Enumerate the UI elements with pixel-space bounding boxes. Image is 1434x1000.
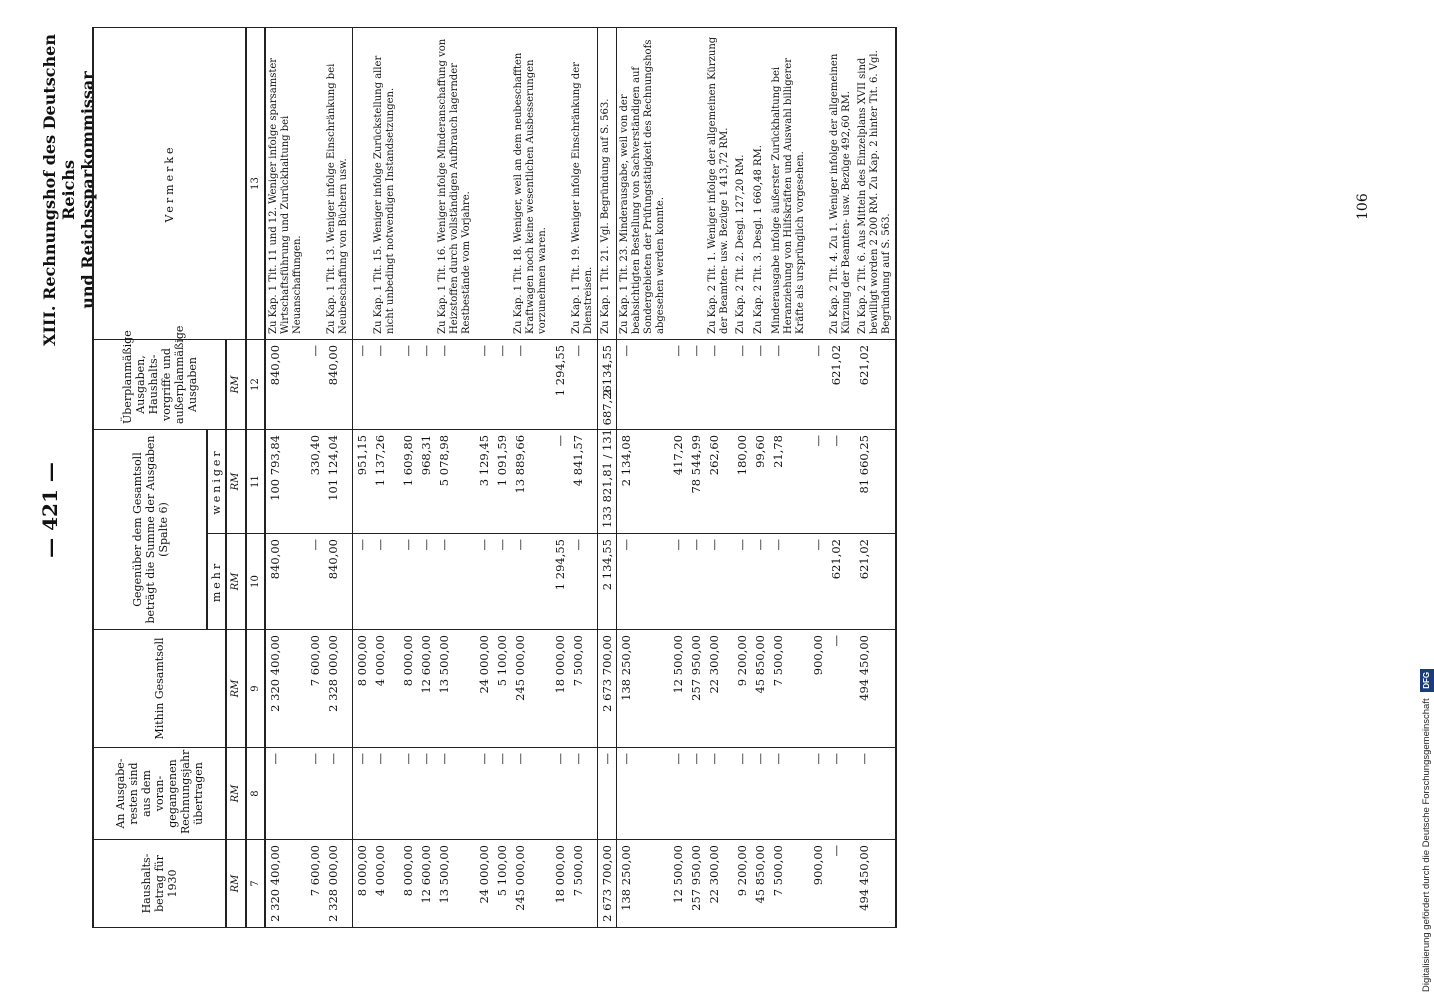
- amount-cell-c7: 22 300,00: [705, 840, 733, 928]
- amount-cell-c7: 138 250,00: [617, 840, 670, 928]
- unit-label: RM: [226, 748, 246, 840]
- remark-cell: Zu Kap. 1 Tit. 19. Weniger infolge Einschränkung der Dienstreisen.: [569, 27, 598, 339]
- amount-cell-c8: —: [306, 748, 324, 840]
- amount-cell-c10: —: [493, 534, 511, 630]
- amount-cell-c8: —: [265, 748, 306, 840]
- amount-cell-c8: —: [769, 748, 809, 840]
- remark-cell: [306, 27, 324, 339]
- table-row: [617, 27, 670, 927]
- amount-cell-c9: 4 000,00: [371, 630, 399, 748]
- remark-cell: Minderausgabe infolge äußerster Zurückhaltung bei Heranziehung von Hilfskräften und Auswahl billigerer Kräfte als ursprünglich vorgesehen.: [769, 27, 809, 339]
- amount-cell-c7: 494 450,00: [855, 840, 896, 928]
- column-number: 10: [246, 534, 265, 630]
- amount-cell-c8: —: [399, 748, 417, 840]
- remark-cell: Zu Kap. 1 Tit. 18. Weniger, weil an dem neubeschafften Kraftwagen noch keine wesentlichen Ausbesserungen vorzunehmen waren.: [511, 27, 551, 339]
- amount-cell-c9: 7 600,00: [306, 630, 324, 748]
- remark-cell: [475, 27, 493, 339]
- table-row: [733, 27, 751, 927]
- remark-cell: [669, 27, 687, 339]
- amount-cell-c9: 900,00: [809, 630, 827, 748]
- amount-cell-c10: 1 294,55: [551, 534, 569, 630]
- amount-cell-c10: —: [511, 534, 551, 630]
- page-reference: 106: [1355, 193, 1371, 220]
- amount-cell-c11: 951,15: [353, 429, 372, 533]
- amount-cell-c12: —: [399, 339, 417, 429]
- amount-cell-c10: —: [687, 534, 705, 630]
- table-row: [751, 27, 769, 927]
- amount-cell-c8: —: [511, 748, 551, 840]
- amount-cell-c9: 8 000,00: [399, 630, 417, 748]
- amount-cell-c7: 7 500,00: [769, 840, 809, 928]
- amount-cell-c12: —: [475, 339, 493, 429]
- amount-cell-c7: 12 600,00: [417, 840, 435, 928]
- remark-cell: [687, 27, 705, 339]
- amount-cell-c12: —: [417, 339, 435, 429]
- amount-cell-c10: —: [769, 534, 809, 630]
- amount-cell-c11: 99,60: [751, 429, 769, 533]
- amount-cell-c11: 5 078,98: [435, 429, 475, 533]
- amount-cell-c10: —: [751, 534, 769, 630]
- amount-cell-c8: —: [475, 748, 493, 840]
- budget-table: [92, 27, 897, 928]
- remark-cell: [353, 27, 372, 339]
- amount-cell-c10: —: [306, 534, 324, 630]
- amount-cell-c11: 101 124,04: [324, 429, 353, 533]
- header-gesamtsoll: Mithin Gesamtsoll: [93, 630, 226, 748]
- amount-cell-c9: 2 320 400,00: [265, 630, 306, 748]
- amount-cell-c12: —: [769, 339, 809, 429]
- column-number: 8: [246, 748, 265, 840]
- remark-cell: [809, 27, 827, 339]
- amount-cell-c7: 245 000,00: [511, 840, 551, 928]
- amount-cell-c7: 8 000,00: [399, 840, 417, 928]
- amount-cell-c9: 245 000,00: [511, 630, 551, 748]
- amount-cell-c7: 7 500,00: [569, 840, 598, 928]
- amount-cell-c9: 138 250,00: [617, 630, 670, 748]
- amount-cell-c9: 2 673 700,00: [598, 630, 617, 748]
- table-row: [493, 27, 511, 927]
- amount-cell-c11: —: [809, 429, 827, 533]
- amount-cell-c10: —: [475, 534, 493, 630]
- amount-cell-c11: —: [551, 429, 569, 533]
- amount-cell-c7: 18 000,00: [551, 840, 569, 928]
- header-vermerke: Vermerke: [93, 27, 246, 339]
- table-row: [265, 27, 306, 927]
- table-row: [669, 27, 687, 927]
- remark-cell: Zu Kap. 2 Tit. 3. Desgl. 1 660,48 RM.: [751, 27, 769, 339]
- amount-cell-c12: —: [569, 339, 598, 429]
- amount-cell-c11: —: [827, 429, 855, 533]
- amount-cell-c9: 12 500,00: [669, 630, 687, 748]
- amount-cell-c10: —: [417, 534, 435, 630]
- amount-cell-c7: 24 000,00: [475, 840, 493, 928]
- amount-cell-c8: —: [809, 748, 827, 840]
- header-ueberplanmaessig: Überplanmäßige Ausgaben, Haushalts-vorgriffe und außerplanmäßige Ausgaben: [93, 339, 226, 429]
- page-title-line-2: und Reichssparkommissar: [78, 71, 97, 309]
- remark-cell: [399, 27, 417, 339]
- amount-cell-c12: 1 294,55: [551, 339, 569, 429]
- table-row: [306, 27, 324, 927]
- amount-cell-c11: 81 660,25: [855, 429, 896, 533]
- digitization-strip: [1418, 8, 1432, 992]
- amount-cell-c10: —: [435, 534, 475, 630]
- amount-cell-c10: —: [617, 534, 670, 630]
- amount-cell-c9: 9 200,00: [733, 630, 751, 748]
- amount-cell-c7: 2 328 000,00: [324, 840, 353, 928]
- amount-cell-c9: 257 950,00: [687, 630, 705, 748]
- amount-cell-c9: 7 500,00: [569, 630, 598, 748]
- table-row: [705, 27, 733, 927]
- amount-cell-c8: —: [324, 748, 353, 840]
- amount-cell-c7: 7 600,00: [306, 840, 324, 928]
- amount-cell-c11: 100 793,84: [265, 429, 306, 533]
- amount-cell-c12: —: [493, 339, 511, 429]
- amount-cell-c10: 840,00: [324, 534, 353, 630]
- unit-label: RM: [226, 630, 246, 748]
- table-row: [827, 27, 855, 927]
- amount-cell-c10: —: [809, 534, 827, 630]
- amount-cell-c9: —: [827, 630, 855, 748]
- amount-cell-c7: 4 000,00: [371, 840, 399, 928]
- amount-cell-c9: 24 000,00: [475, 630, 493, 748]
- amount-cell-c12: 2 134,55: [598, 339, 617, 429]
- amount-cell-c12: 621,02: [855, 339, 896, 429]
- amount-cell-c7: 2 320 400,00: [265, 840, 306, 928]
- amount-cell-c12: —: [371, 339, 399, 429]
- amount-cell-c8: —: [371, 748, 399, 840]
- amount-cell-c9: 2 328 000,00: [324, 630, 353, 748]
- amount-cell-c11: 1 091,59: [493, 429, 511, 533]
- column-number: 9: [246, 630, 265, 748]
- unit-label: RM: [226, 534, 246, 630]
- dfg-logo-icon: DFG: [1420, 669, 1434, 692]
- amount-cell-c10: 2 134,55: [598, 534, 617, 630]
- amount-cell-c8: —: [493, 748, 511, 840]
- amount-cell-c11: 330,40: [306, 429, 324, 533]
- amount-cell-c10: 840,00: [265, 534, 306, 630]
- amount-cell-c12: 621,02: [827, 339, 855, 429]
- table-row: [399, 27, 417, 927]
- amount-cell-c12: —: [435, 339, 475, 429]
- amount-cell-c11: 3 129,45: [475, 429, 493, 533]
- amount-cell-c8: —: [827, 748, 855, 840]
- amount-cell-c11: 13 889,66: [511, 429, 551, 533]
- amount-cell-c12: —: [733, 339, 751, 429]
- amount-cell-c10: —: [733, 534, 751, 630]
- remark-cell: [417, 27, 435, 339]
- amount-cell-c11: 78 544,99: [687, 429, 705, 533]
- amount-cell-c12: —: [669, 339, 687, 429]
- table-row: [769, 27, 809, 927]
- remark-cell: Zu Kap. 2 Tit. 4. Zu 1. Weniger infolge der allgemeinen Kürzung der Beamten- usw. Bezüge 492,60 RM.: [827, 27, 855, 339]
- amount-cell-c9: 22 300,00: [705, 630, 733, 748]
- amount-cell-c7: 257 950,00: [687, 840, 705, 928]
- remark-cell: Zu Kap. 1 Tit. 15. Weniger infolge Zurückstellung aller nicht unbedingt notwendigen Instandsetzungen.: [371, 27, 399, 339]
- table-row: [371, 27, 399, 927]
- table-row: [551, 27, 569, 927]
- amount-cell-c9: 12 600,00: [417, 630, 435, 748]
- column-number: 7: [246, 840, 265, 928]
- amount-cell-c8: —: [569, 748, 598, 840]
- table-row: [809, 27, 827, 927]
- amount-cell-c8: —: [705, 748, 733, 840]
- amount-cell-c12: 840,00: [324, 339, 353, 429]
- table-row: [324, 27, 353, 927]
- table-row: [511, 27, 551, 927]
- amount-cell-c12: —: [809, 339, 827, 429]
- amount-cell-c7: 12 500,00: [669, 840, 687, 928]
- digitization-note: [1420, 8, 1434, 992]
- amount-cell-c12: —: [617, 339, 670, 429]
- unit-label: RM: [226, 429, 246, 533]
- amount-cell-c11: 4 841,57: [569, 429, 598, 533]
- page-number: — 421 —: [38, 462, 62, 558]
- amount-cell-c11: 21,78: [769, 429, 809, 533]
- amount-cell-c10: 621,02: [855, 534, 896, 630]
- remark-cell: Zu Kap. 2 Tit. 1. Weniger infolge der allgemeinen Kürzung der Beamten- usw. Bezüge 1 413,72 RM.: [705, 27, 733, 339]
- amount-cell-c11: 180,00: [733, 429, 751, 533]
- table-row: [435, 27, 475, 927]
- amount-cell-c7: 13 500,00: [435, 840, 475, 928]
- amount-cell-c12: —: [511, 339, 551, 429]
- amount-cell-c12: —: [306, 339, 324, 429]
- amount-cell-c8: —: [617, 748, 670, 840]
- amount-cell-c7: 8 000,00: [353, 840, 372, 928]
- amount-cell-c9: 8 000,00: [353, 630, 372, 748]
- remark-cell: Zu Kap. 1 Tit. 21. Vgl. Begründung auf S. 563.: [598, 27, 617, 339]
- page-title-line-1: XIII. Rechnungshof des Deutschen Reichs: [40, 34, 78, 346]
- amount-cell-c11: 968,31: [417, 429, 435, 533]
- amount-cell-c7: 2 673 700,00: [598, 840, 617, 928]
- amount-cell-c8: —: [435, 748, 475, 840]
- amount-cell-c10: —: [399, 534, 417, 630]
- amount-cell-c11: 133 821,81 / 131 687,26: [598, 429, 617, 533]
- unit-label: RM: [226, 339, 246, 429]
- amount-cell-c12: —: [751, 339, 769, 429]
- amount-cell-c10: 621,02: [827, 534, 855, 630]
- table-row: [475, 27, 493, 927]
- amount-cell-c12: 840,00: [265, 339, 306, 429]
- amount-cell-c10: —: [705, 534, 733, 630]
- amount-cell-c10: —: [353, 534, 372, 630]
- amount-cell-c11: 417,20: [669, 429, 687, 533]
- remark-cell: Zu Kap. 1 Tit. 11 und 12. Weniger infolge sparsamster Wirtschaftsführung und Zurückhaltung bei Neuanschaffungen.: [265, 27, 306, 339]
- amount-cell-c8: —: [687, 748, 705, 840]
- amount-cell-c9: 7 500,00: [769, 630, 809, 748]
- header-haushaltsbetrag: Haushalts-betrag für 1930: [93, 840, 226, 928]
- amount-cell-c8: —: [855, 748, 896, 840]
- amount-cell-c10: —: [669, 534, 687, 630]
- table-row: [855, 27, 896, 927]
- header-gegenueber-gesamtsoll: Gegenüber dem Gesamtsoll beträgt die Summe der Ausgaben (Spalte 6): [93, 429, 207, 629]
- amount-cell-c8: —: [551, 748, 569, 840]
- table-row: [417, 27, 435, 927]
- amount-cell-c11: 2 134,08: [617, 429, 670, 533]
- header-weniger: weniger: [207, 429, 226, 533]
- amount-cell-c9: 5 100,00: [493, 630, 511, 748]
- amount-cell-c8: —: [353, 748, 372, 840]
- column-number: 12: [246, 339, 265, 429]
- table-row: [687, 27, 705, 927]
- digitization-note-text: Digitalisierung gefördert durch die Deutsche Forschungsgemeinschaft: [1421, 698, 1432, 992]
- header-ausgabereste: An Ausgabe-resten sind aus dem voran-gegangenen Rechnungsjahr übertragen: [93, 748, 226, 840]
- remark-cell: Zu Kap. 1 Tit. 13. Weniger infolge Einschränkung bei Neubeschaffung von Büchern usw.: [324, 27, 353, 339]
- amount-cell-c8: —: [733, 748, 751, 840]
- table-row: [353, 27, 372, 927]
- amount-cell-c11: 1 609,80: [399, 429, 417, 533]
- amount-cell-c9: 18 000,00: [551, 630, 569, 748]
- amount-cell-c8: —: [751, 748, 769, 840]
- amount-cell-c12: —: [705, 339, 733, 429]
- amount-cell-c9: 45 850,00: [751, 630, 769, 748]
- amount-cell-c9: 13 500,00: [435, 630, 475, 748]
- amount-cell-c7: 900,00: [809, 840, 827, 928]
- unit-label: RM: [226, 840, 246, 928]
- remark-cell: Zu Kap. 2 Tit. 6. Aus Mitteln des Einzelplans XVII sind bewilligt worden 2 200 RM. Zu Kap. 2 hinter Tit. 6. Vgl. Begründung auf S. 563.: [855, 27, 896, 339]
- amount-cell-c8: —: [598, 748, 617, 840]
- column-number: 13: [246, 27, 265, 339]
- amount-cell-c7: —: [827, 840, 855, 928]
- amount-cell-c11: 262,60: [705, 429, 733, 533]
- amount-cell-c12: —: [353, 339, 372, 429]
- header-mehr: mehr: [207, 534, 226, 630]
- amount-cell-c7: 45 850,00: [751, 840, 769, 928]
- remark-cell: [551, 27, 569, 339]
- amount-cell-c7: 9 200,00: [733, 840, 751, 928]
- table-row: [569, 27, 598, 927]
- remark-cell: Zu Kap. 1 Tit. 16. Weniger infolge Minderanschaffung von Heizstoffen durch vollständigen Aufbrauch lagernder Restbestände vom Vorjahre.: [435, 27, 475, 339]
- column-number: 11: [246, 429, 265, 533]
- amount-cell-c10: —: [371, 534, 399, 630]
- amount-cell-c7: 5 100,00: [493, 840, 511, 928]
- amount-cell-c11: 1 137,26: [371, 429, 399, 533]
- table-body: [265, 27, 896, 927]
- amount-cell-c10: —: [569, 534, 598, 630]
- amount-cell-c9: 494 450,00: [855, 630, 896, 748]
- remark-cell: Zu Kap. 2 Tit. 2. Desgl. 127,20 RM.: [733, 27, 751, 339]
- remark-cell: [493, 27, 511, 339]
- table-row: [598, 27, 617, 927]
- amount-cell-c8: —: [417, 748, 435, 840]
- amount-cell-c12: —: [687, 339, 705, 429]
- page-title: [40, 20, 97, 360]
- remark-cell: Zu Kap. 1 Tit. 23. Minderausgabe, weil von der beabsichtigten Bestellung von Sachverständigen auf Sondergebieten der Prüfungstätigkeit des Rechnungshofs abgesehen werden konnte.: [617, 27, 670, 339]
- amount-cell-c8: —: [669, 748, 687, 840]
